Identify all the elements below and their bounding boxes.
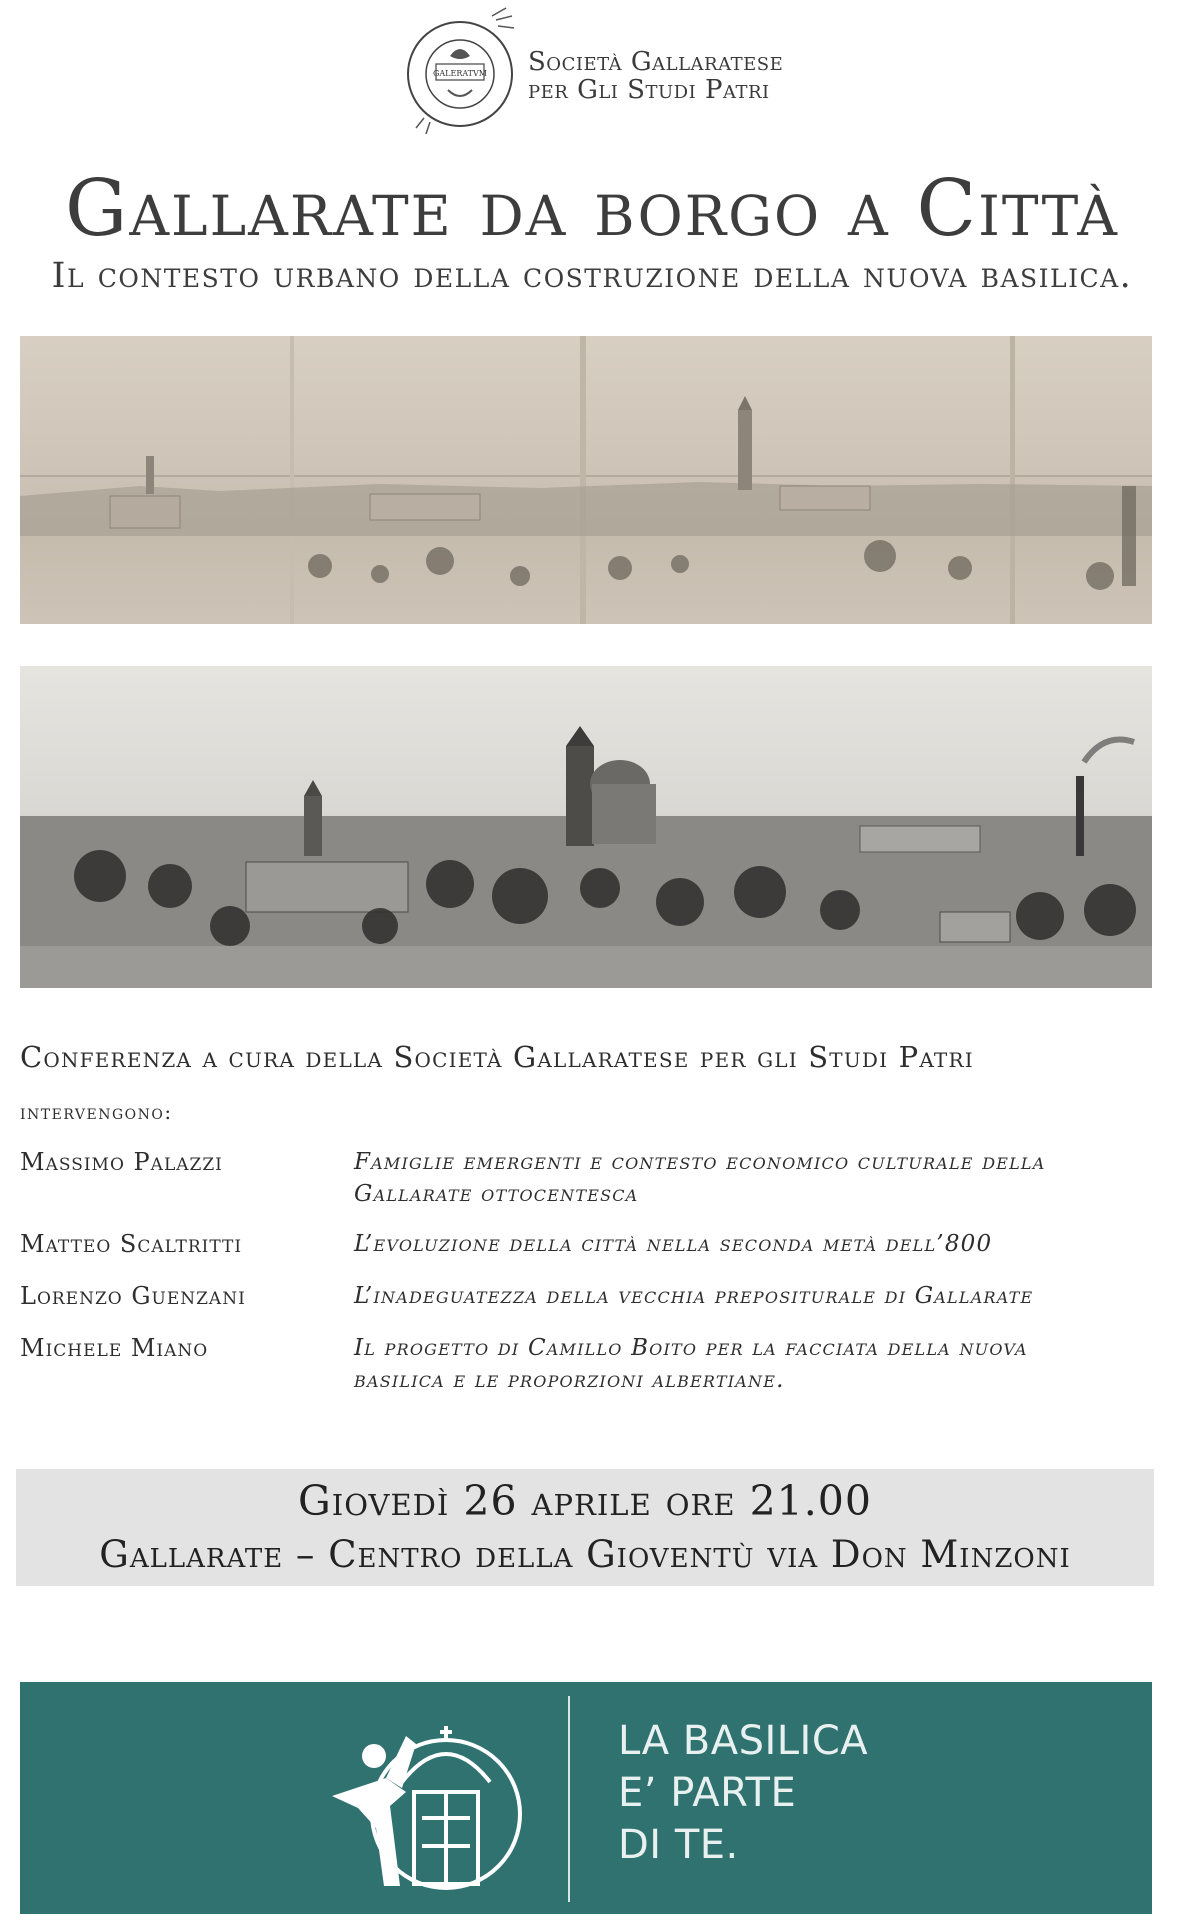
intervengono-label: intervengono: bbox=[20, 1100, 173, 1124]
event-date: Giovedì 26 aprile ore 21.00 bbox=[298, 1477, 872, 1525]
seal-center-text: GALERATVM bbox=[433, 69, 487, 78]
speaker-topic-line: L’inadeguatezza della vecchia prepositurale di Gallarate bbox=[354, 1283, 1034, 1309]
main-title: Gallarate da borgo a Città bbox=[65, 164, 1119, 254]
speaker-topic bbox=[354, 1146, 1154, 1210]
speaker-topic-line: L’evoluzione della città nella seconda metà dell’800 bbox=[354, 1231, 993, 1257]
campaign-line-3: DI TE. bbox=[618, 1822, 739, 1868]
footer-divider bbox=[568, 1696, 570, 1902]
basilica-logo-icon bbox=[328, 1696, 558, 1906]
speaker-name: Matteo Scaltritti bbox=[20, 1230, 243, 1258]
basilica-campaign-band bbox=[20, 1682, 1152, 1914]
speaker-topic bbox=[354, 1228, 1154, 1260]
event-place: Gallarate – Centro della Gioventù via Don Minzoni bbox=[99, 1533, 1071, 1576]
speaker-topic-line: Famiglie emergenti e contesto economico culturale della bbox=[354, 1149, 1046, 1175]
society-name-line1: Società Gallaratese bbox=[528, 47, 784, 77]
society-logo bbox=[400, 6, 820, 136]
campaign-line-1: LA BASILICA bbox=[618, 1718, 869, 1764]
speaker-name: Lorenzo Guenzani bbox=[20, 1282, 246, 1310]
campaign-line-2: E’ PARTE bbox=[618, 1770, 797, 1816]
speaker-topic-line: Gallarate ottocentesca bbox=[354, 1181, 639, 1207]
event-info-box bbox=[16, 1469, 1154, 1586]
speaker-topic-line: basilica e le proporzioni albertiane. bbox=[354, 1367, 785, 1393]
engraving-panorama-image bbox=[20, 666, 1152, 988]
speaker-topic bbox=[354, 1280, 1154, 1312]
sketch-panorama-image bbox=[20, 336, 1152, 624]
society-name-line2: per Gli Studi Patri bbox=[528, 75, 770, 105]
society-name bbox=[528, 48, 783, 104]
society-seal-icon bbox=[400, 6, 530, 136]
speaker-topic-line: Il progetto di Camillo Boito per la facciata della nuova bbox=[354, 1335, 1028, 1361]
subtitle: Il contesto urbano della costruzione della nuova basilica. bbox=[51, 256, 1133, 296]
conference-heading: Conferenza a cura della Società Gallaratese per gli Studi Patri bbox=[20, 1040, 974, 1074]
speaker-name: Michele Miano bbox=[20, 1334, 209, 1362]
speaker-name: Massimo Palazzi bbox=[20, 1148, 223, 1176]
speaker-topic bbox=[354, 1332, 1154, 1396]
